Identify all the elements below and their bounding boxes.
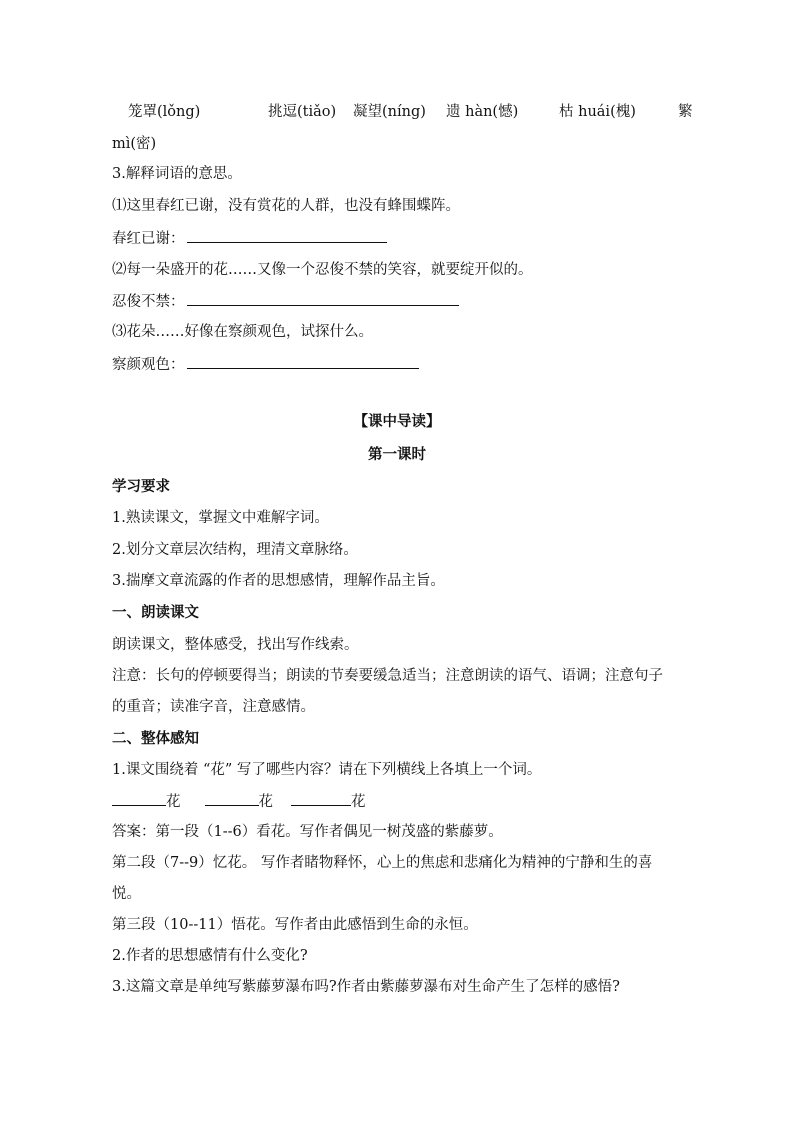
requirement-item: 3.揣摩文章流露的作者的思想感情，理解作品主旨。 (112, 573, 445, 589)
answer: 第二段（7--9）忆花。 写作者睹物释怀，心上的焦虑和悲痛化为精神的宁静和生的喜 (112, 855, 653, 871)
question: 2.作者的思想感情有什么变化? (112, 948, 308, 964)
answer: 悦。 (112, 886, 141, 902)
pinyin-item: 枯 huái(槐) (559, 104, 636, 120)
fill-blank[interactable] (112, 791, 166, 806)
fill-blanks (112, 791, 366, 812)
answer: 答案：第一段（1--6）看花。写作者偶见一树茂盛的紫藤萝。 (112, 824, 503, 840)
answer-blank[interactable] (187, 228, 387, 243)
part-title: 一、朗读课文 (112, 604, 199, 621)
fill-word: 花 (166, 794, 181, 810)
pinyin-item: 凝望(níng) (353, 104, 426, 120)
requirement-item: 1.熟读课文，掌握文中难解字词。 (112, 510, 329, 526)
fill-word: 花 (351, 794, 366, 810)
pinyin-wrap: mì(密) (112, 136, 157, 152)
term-label: 忍俊不禁： (112, 294, 185, 310)
requirement-item: 2.划分文章层次结构，理清文章脉络。 (112, 542, 358, 558)
pinyin-item: 挑逗(tiǎo) (268, 104, 337, 120)
fill-blank[interactable] (291, 791, 351, 806)
sentence: ⑶花朵……好像在察颜观色，试探什么。 (112, 324, 373, 340)
answer-blank[interactable] (187, 354, 419, 369)
answer-line (112, 291, 459, 312)
part-title: 二、整体感知 (112, 730, 199, 747)
requirements-title: 学习要求 (112, 478, 170, 495)
term-label: 察颜观色： (112, 357, 185, 373)
pinyin-item: 笼罩(lǒng) (128, 104, 201, 120)
section-heading: 【课中导读】 (353, 413, 441, 430)
sentence: ⑵每一朵盛开的花……又像一个忍俊不禁的笑容，就要绽开似的。 (112, 262, 533, 278)
question-title: 3.解释词语的意思。 (112, 166, 242, 182)
question: 3.这篇文章是单纯写紫藤萝瀑布吗?作者由紫藤萝瀑布对生命产生了怎样的感悟? (112, 979, 620, 995)
section-subheading: 第一课时 (368, 446, 426, 463)
answer: 第三段（10--11）悟花。写作者由此感悟到生命的永恒。 (112, 917, 478, 933)
paragraph: 朗读课文，整体感受，找出写作线索。 (112, 637, 359, 653)
question: 1.课文围绕着 “花” 写了哪些内容？请在下列横线上各填上一个词。 (112, 762, 542, 778)
answer-line (112, 354, 419, 375)
sentence: ⑴这里春红已谢，没有赏花的人群，也没有蜂围蝶阵。 (112, 198, 460, 214)
answer-line (112, 228, 387, 249)
pinyin-item: 遗 hàn(憾) (446, 104, 519, 120)
answer-blank[interactable] (187, 291, 459, 306)
paragraph: 注意：长句的停顿要得当；朗读的节奏要缓急适当；注意朗读的语气、语调；注意句子 (112, 668, 663, 684)
paragraph: 的重音；读准字音，注意感情。 (112, 699, 315, 715)
term-label: 春红已谢： (112, 231, 185, 247)
fill-word: 花 (258, 794, 273, 810)
fill-blank[interactable] (205, 791, 259, 806)
pinyin-item: 繁 (678, 104, 693, 120)
